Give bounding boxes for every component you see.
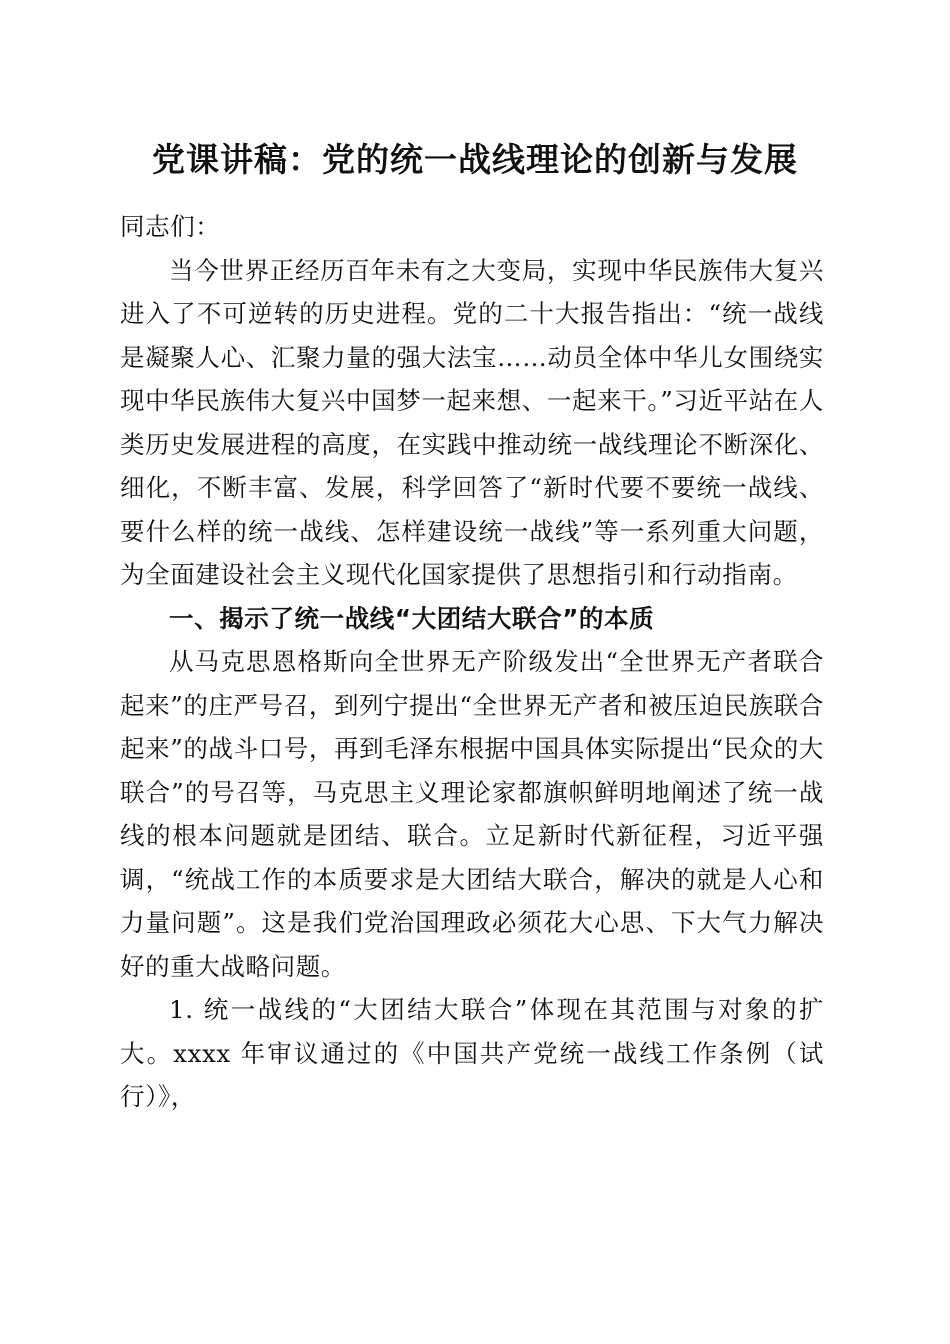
section-1-paragraph: 从马克思恩格斯向全世界无产阶级发出“全世界无产者联合起来”的庄严号召，到列宁提出“全世界无产者和被压迫民族联合起来”的战斗口号，再到毛泽东根据中国具体实际提出“民众的大联合”的号召等，马克思主义理论家都旗帜鲜明地阐述了统一战线的根本问题就是团结、联合。立足新时代新征程，习近平强调，“统战工作的本质要求是大团结大联合，解决的就是人心和力量问题”。这是我们党治国理政必须花大心思、下大气力解决好的重大战略问题。	[120, 647, 824, 981]
section-1-heading: 一、揭示了统一战线“大团结大联合”的本质	[169, 603, 655, 633]
salutation: 同志们：	[120, 212, 221, 241]
point-1-paragraph: 1. 统一战线的“大团结大联合”体现在其范围与对象的扩大。xxxx 年审议通过的《中国共产党统一战线工作条例（试行）》，	[120, 995, 824, 1111]
intro-paragraph: 当今世界正经历百年未有之大变局，实现中华民族伟大复兴进入了不可逆转的历史进程。党的二十大报告指出：“统一战线是凝聚人心、汇聚力量的强大法宝……动员全体中华儿女围绕实现中华民族伟大复兴中国梦一起来想、一起来干。”习近平站在人类历史发展进程的高度，在实践中推动统一战线理论不断深化、细化，不断丰富、发展，科学回答了“新时代要不要统一战线、要什么样的统一战线、怎样建设统一战线”等一系列重大问题，为全面建设社会主义现代化国家提供了思想指引和行动指南。	[120, 255, 824, 589]
document-title: 党课讲稿：党的统一战线理论的创新与发展	[152, 140, 798, 179]
document-body	[120, 205, 824, 1119]
